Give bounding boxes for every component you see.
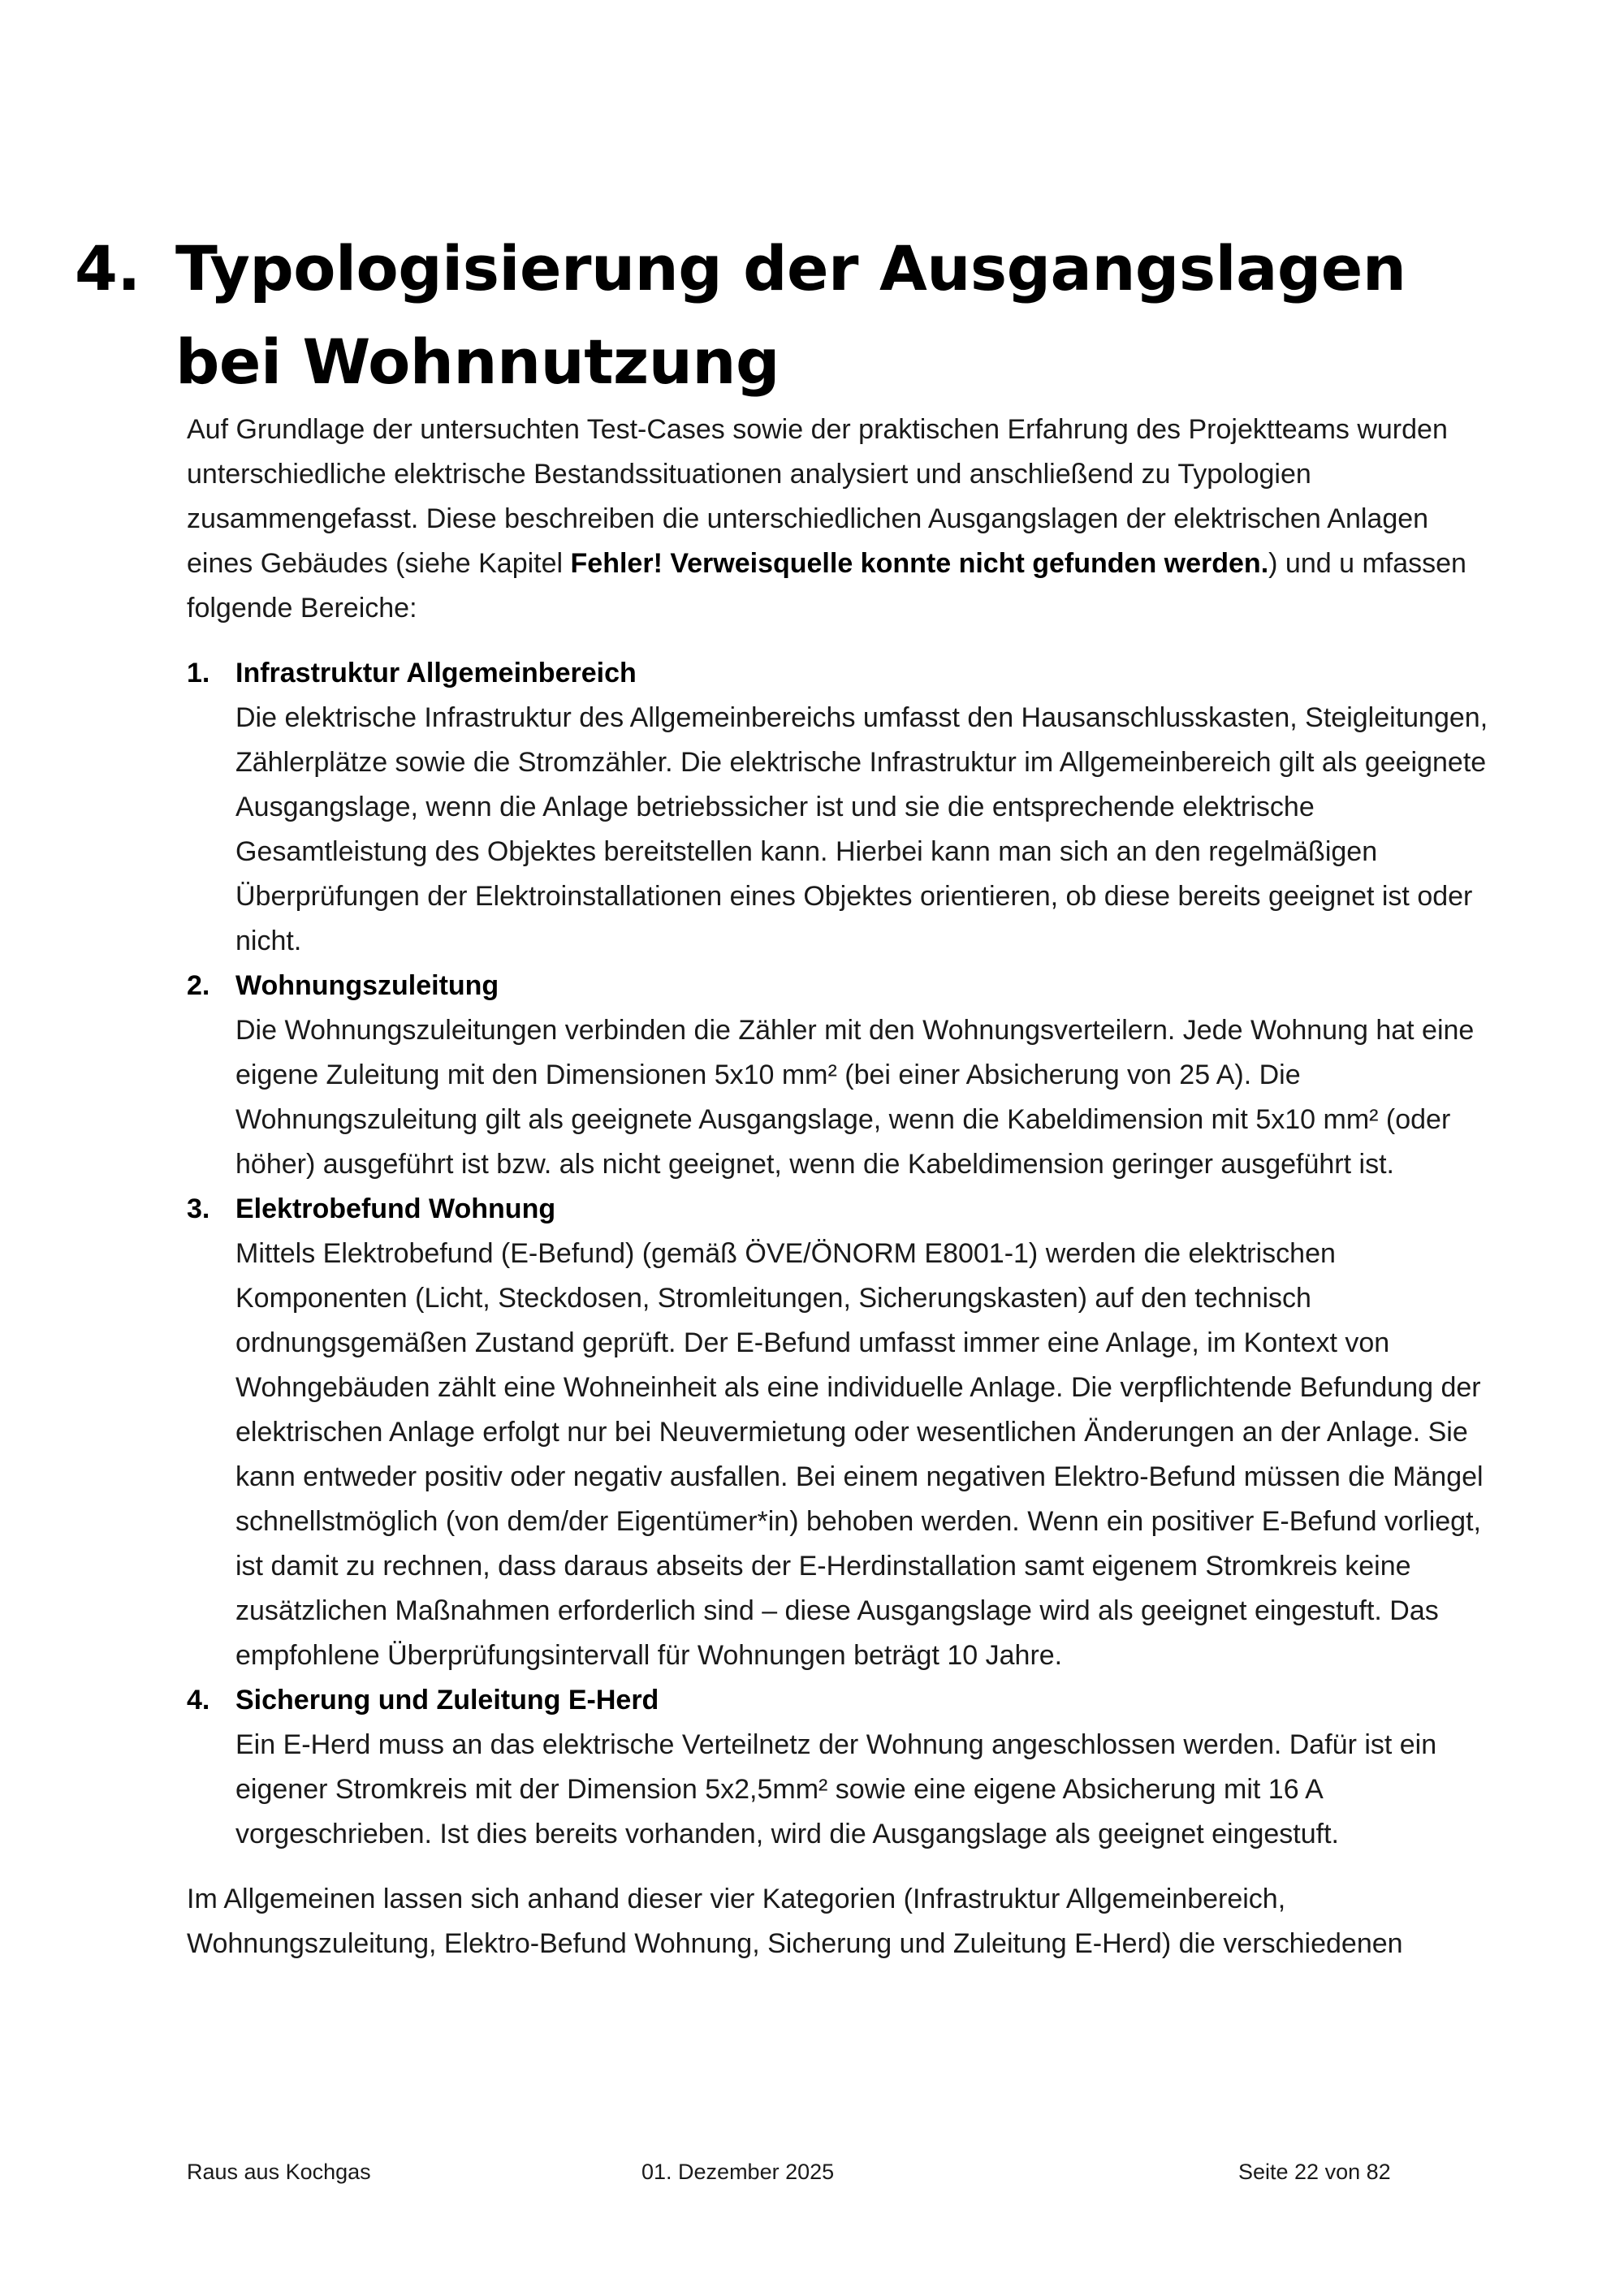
footer-page-number: Seite 22 von 82: [1238, 2160, 1391, 2184]
list-item: [187, 1187, 1494, 1678]
list-item: [187, 964, 1494, 1187]
cross-reference-error[interactable]: Fehler! Verweisquelle konnte nicht gefunden werden.: [570, 548, 1269, 579]
list-item-text: Die Wohnungszuleitungen verbinden die Zähler mit den Wohnungsverteilern. Jede Wohnung hat eine eigene Zuleitung mit den Dimensionen 5x10 mm² (bei einer Absicherung von 25 A). Die Wohnungszuleitung gilt als geeignete Ausgangslage, wenn die Kabeldimension mit 5x10 mm² (oder höher) ausgeführt ist bzw. als nicht geeignet, wenn die Kabeldimension geringer ausgeführt ist.: [235, 1015, 1475, 1180]
category-list: [187, 651, 1494, 1857]
list-item-body: [235, 651, 1494, 964]
page-footer: [187, 2160, 1405, 2192]
chapter-number: 4.: [75, 231, 140, 304]
list-item: [187, 651, 1494, 964]
list-item-title: Sicherung und Zuleitung E-Herd: [235, 1685, 659, 1716]
intro-paragraph: [187, 408, 1494, 631]
footer-date: 01. Dezember 2025: [641, 2160, 835, 2184]
list-item-text: Mittels Elektrobefund (E-Befund) (gemäß ÖVE/ÖNORM E8001-1) werden die elektrischen Komponenten (Licht, Steckdosen, Stromleitungen, Sicherungskasten) auf den technisch ordnungsgemäßen Zustand geprüft. Der E-Befund umfasst immer eine Anlage, im Kontext von Wohngebäuden zählt eine Wohneinheit als eine individuelle Anlage. Die verpflichtende Befundung der elektrischen Anlage erfolgt nur bei Neuvermietung oder wesentlichen Änderungen an der Anlage. Sie kann entweder positiv oder negativ ausfallen. Bei einem negativen Elektro-Befund müssen die Mängel schnellstmöglich (von dem/der Eigentümer*in) behoben werden. Wenn ein positiver E-Befund vorliegt, ist damit zu rechnen, dass daraus abseits der E-Herdinstallation samt eigenem Stromkreis keine zusätzlichen Maßnahmen erforderlich sind – diese Ausgangslage wird als geeignet eingestuft. Das empfohlene Überprüfungsintervall für Wohnungen beträgt 10 Jahre.: [235, 1238, 1484, 1671]
intro-text-before-ref: Auf Grundlage der untersuchten Test-Cases sowie der praktischen Erfahrung des Projektteams wurden unterschiedliche elektrische Bestandssituationen analysiert und anschließend zu Typologien zusammengefasst. Diese beschreiben die unterschiedlichen Ausgangslagen der elektrischen Anlagen eines Gebäudes (siehe Kapitel: [187, 414, 1448, 579]
list-item-text: Ein E-Herd muss an das elektrische Verteilnetz der Wohnung angeschlossen werden. Dafür ist ein eigener Stromkreis mit der Dimension 5x2,5mm² sowie eine eigene Absicherung mit 16 A vorgeschrieben. Ist dies bereits vorhanden, wird die Ausgangslage als geeignet eingestuft.: [235, 1729, 1437, 1849]
chapter-heading: [75, 222, 1536, 408]
list-item-title: Wohnungszuleitung: [235, 970, 499, 1001]
list-item-text: Die elektrische Infrastruktur des Allgemeinbereichs umfasst den Hausanschlusskasten, Steigleitungen, Zählerplätze sowie die Stromzähler. Die elektrische Infrastruktur im Allgemeinbereich gilt als geeignete Ausgangslage, wenn die Anlage betriebssicher ist und sie die entsprechende elektrische Gesamtleistung des Objektes bereitstellen kann. Hierbei kann man sich an den regelmäßigen Überprüfungen der Elektroinstallationen eines Objektes orientieren, ob diese bereits geeignet ist oder nicht.: [235, 702, 1488, 956]
closing-paragraph: Im Allgemeinen lassen sich anhand dieser vier Kategorien (Infrastruktur Allgemeinbereich, Wohnungszuleitung, Elektro-Befund Wohnung, Sicherung und Zuleitung E-Herd) die verschiedenen: [187, 1884, 1403, 1959]
list-item-number: 4.: [187, 1685, 210, 1716]
intro-text-after-ref: ) und u mfassen folgende Bereiche:: [187, 548, 1466, 624]
list-item-title: Infrastruktur Allgemeinbereich: [235, 658, 637, 688]
list-item-number: 1.: [187, 658, 210, 688]
chapter-title: Typologisierung der Ausgangslagen bei Wohnnutzung: [175, 231, 1406, 398]
list-item: [187, 1678, 1494, 1857]
list-item-title: Elektrobefund Wohnung: [235, 1193, 556, 1224]
footer-document-title: Raus aus Kochgas: [187, 2160, 371, 2184]
list-item-body: [235, 964, 1494, 1187]
list-item-number: 3.: [187, 1193, 210, 1224]
body-content: [187, 408, 1494, 1966]
list-item-number: 2.: [187, 970, 210, 1001]
list-item-body: [235, 1678, 1494, 1857]
list-item-body: [235, 1187, 1494, 1678]
